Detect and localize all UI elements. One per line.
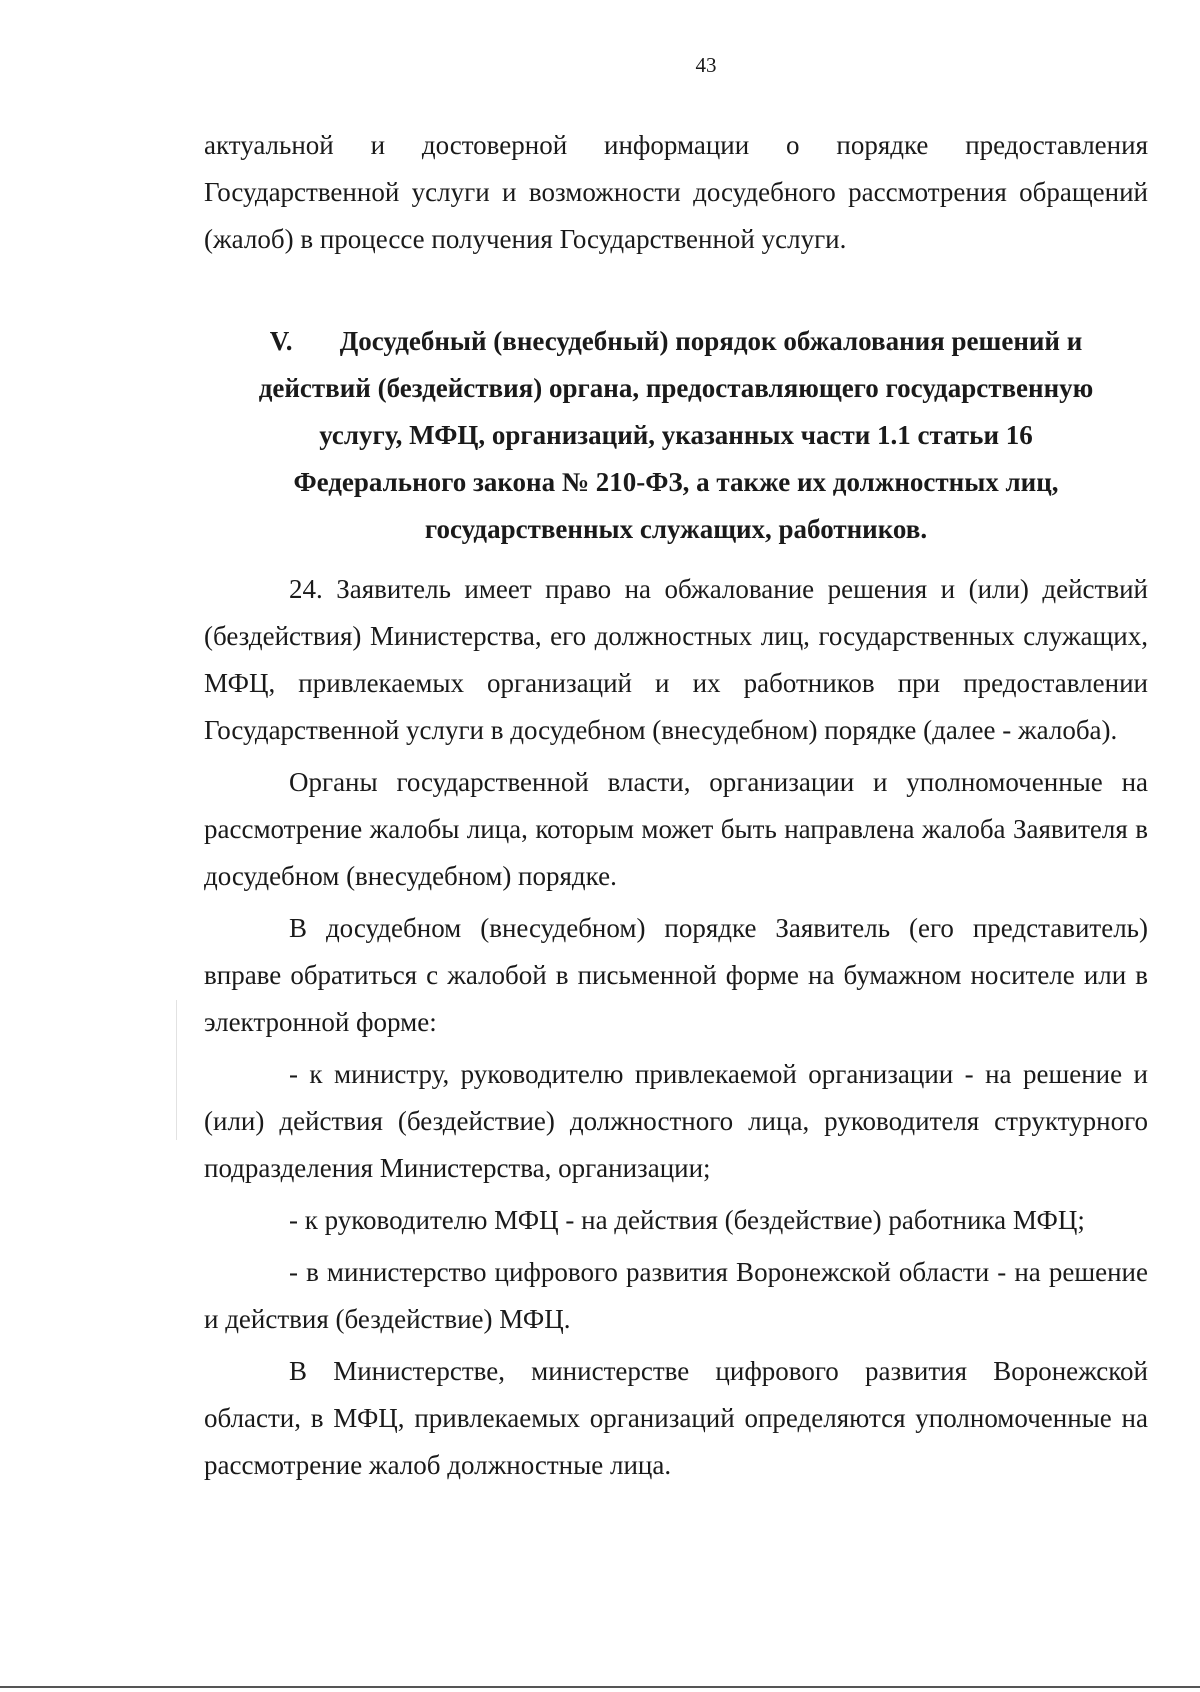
- section-title-line: государственных служащих, работников.: [424, 514, 928, 544]
- section-title-line: Досудебный (внесудебный) порядок обжалования решений и: [339, 326, 1083, 356]
- list-item-digital-ministry: - в министерство цифрового развития Воронежской области - на решение и действия (бездействие) МФЦ.: [204, 1257, 1148, 1334]
- page-bottom-rule: [0, 1686, 1200, 1688]
- section-heading-line: [204, 318, 1148, 365]
- list-item-mfc-head: - к руководителю МФЦ - на действия (бездействие) работника МФЦ;: [289, 1205, 1085, 1235]
- paragraph-authorities: Органы государственной власти, организации и уполномоченные на рассмотрение жалобы лица, которым может быть направлена жалоба Заявителя в досудебном (внесудебном) порядке.: [204, 767, 1148, 891]
- intro-paragraph: актуальной и достоверной информации о порядке предоставления Государственной услуги и возможности досудебного рассмотрения обращений (жалоб) в процессе получения Государственной услуги.: [204, 130, 1148, 254]
- paragraph-24: 24. Заявитель имеет право на обжалование решения и (или) действий (бездействия) Министерства, его должностных лиц, государственных служащих, МФЦ, привлекаемых организаций и их работников при предоставлении Государственной услуги в досудебном (внесудебном) порядке (далее - жалоба).: [204, 574, 1148, 745]
- scan-margin-mark: [176, 1000, 177, 1140]
- list-item-minister: - к министру, руководителю привлекаемой организации - на решение и (или) действия (бездействие) должностного лица, руководителя структурного подразделения Министерства, организации;: [204, 1059, 1148, 1183]
- section-number: V.: [269, 326, 293, 356]
- section-heading: [204, 318, 1148, 553]
- section-title-line: услугу, МФЦ, организаций, указанных части 1.1 статьи 16: [319, 420, 1033, 450]
- page-number: 43: [695, 53, 717, 77]
- paragraph-appeal-forms: В досудебном (внесудебном) порядке Заявитель (его представитель) вправе обратиться с жалобой в письменной форме на бумажном носителе или в электронной форме:: [204, 913, 1148, 1037]
- paragraph-authorized-officials: В Министерстве, министерстве цифрового развития Воронежской области, в МФЦ, привлекаемых организаций определяются уполномоченные на рассмотрение жалоб должностные лица.: [204, 1356, 1148, 1480]
- body-text-block: [204, 566, 1148, 1489]
- section-title-line: действий (бездействия) органа, предоставляющего государственную: [258, 373, 1094, 403]
- intro-text-block: [204, 122, 1148, 263]
- section-title-line: Федерального закона № 210-ФЗ, а также их должностных лиц,: [293, 467, 1059, 497]
